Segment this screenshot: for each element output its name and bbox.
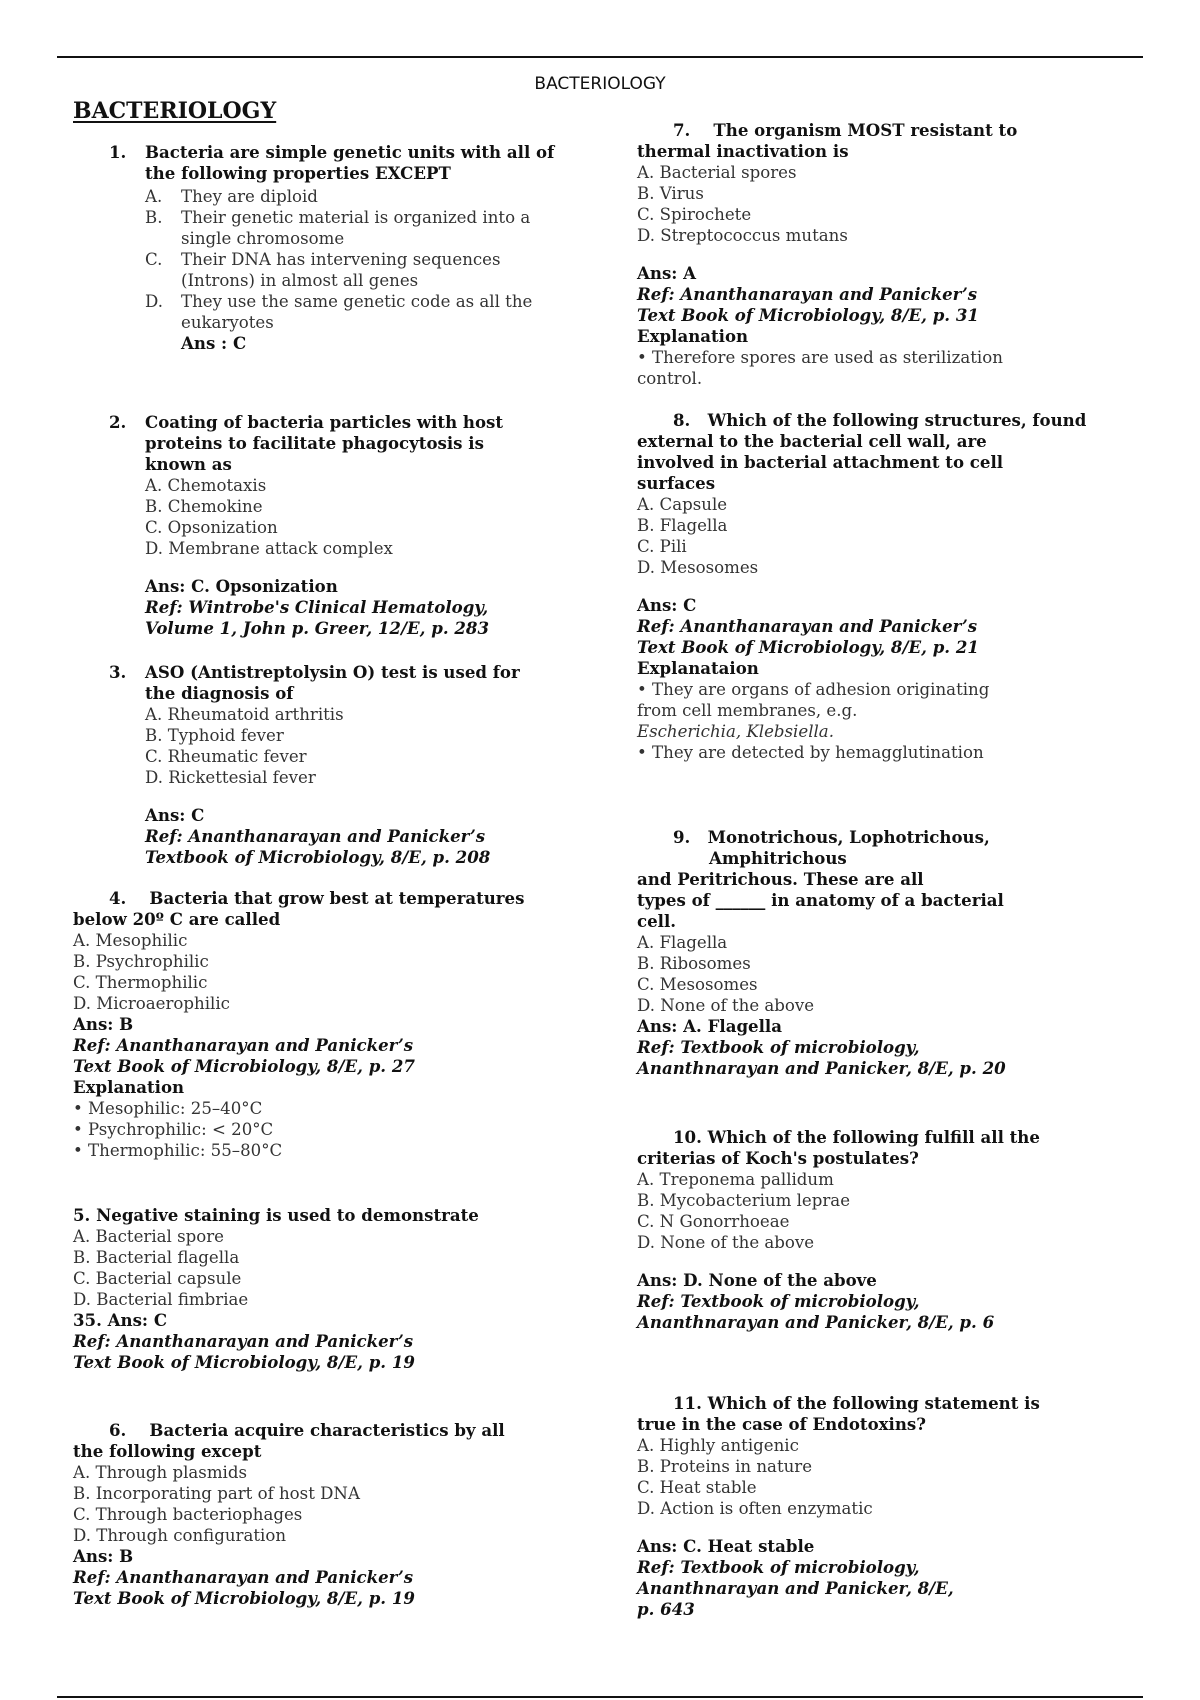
answer: 35. Ans: C (73, 1310, 168, 1330)
option: C. Pili (637, 537, 687, 556)
question-stem: true in the case of Endotoxins? (637, 1414, 926, 1434)
question-5 (73, 1205, 573, 1373)
reference: Ref: Ananthanarayan and Panicker’s (637, 616, 978, 636)
reference: Ref: Textbook of microbiology, (637, 1557, 920, 1577)
option: A. Flagella (637, 933, 728, 952)
option: D. Mesosomes (637, 558, 759, 577)
option: B. Mycobacterium leprae (637, 1191, 851, 1210)
explanation-item: • Thermophilic: 55–80°C (73, 1141, 283, 1160)
option: C. N Gonorrhoeae (637, 1212, 790, 1231)
option: A. Capsule (637, 495, 728, 514)
option: B. Proteins in nature (637, 1457, 813, 1476)
question-3 (73, 662, 573, 868)
explanation-item: • Mesophilic: 25–40°C (73, 1099, 263, 1118)
reference: Volume 1, John p. Greer, 12/E, p. 283 (145, 618, 490, 638)
option: A. Chemotaxis (145, 476, 267, 495)
reference: Ref: Textbook of microbiology, (637, 1037, 920, 1057)
answer: Ans: A. Flagella (637, 1016, 782, 1036)
option: C. Mesosomes (637, 975, 758, 994)
answer: Ans: B (73, 1546, 134, 1566)
question-10 (637, 1127, 1137, 1333)
option: A. Treponema pallidum (637, 1170, 834, 1189)
reference: Ref: Ananthanarayan and Panicker’s (73, 1331, 414, 1351)
reference: Ref: Textbook of microbiology, (637, 1291, 920, 1311)
reference: Ref: Ananthanarayan and Panicker’s (637, 284, 978, 304)
question-stem: 8. Which of the following structures, found (673, 410, 1087, 430)
option: D. They use the same genetic code as all the eukaryotes (145, 292, 533, 332)
question-9 (637, 827, 1137, 1079)
reference: Ananthnarayan and Panicker, 8/E, (637, 1578, 954, 1598)
question-stem: 7. The organism MOST resistant to (673, 120, 1018, 140)
question-stem: 10. Which of the following fulfill all the (673, 1127, 1040, 1147)
question-number: 2. (109, 412, 127, 432)
reference: Ref: Ananthanarayan and Panicker’s (73, 1035, 414, 1055)
explanation-item: control. (637, 369, 703, 388)
explanation-item: • They are organs of adhesion originating (637, 680, 990, 699)
explanation-item: • They are detected by hemagglutination (637, 743, 984, 762)
question-number: 3. (109, 662, 127, 682)
option: B. Psychrophilic (73, 952, 209, 971)
answer: Ans : C (181, 333, 247, 353)
reference: Ananthnarayan and Panicker, 8/E, p. 20 (637, 1058, 1006, 1078)
option: A. Bacterial spores (637, 163, 797, 182)
question-stem: Coating of bacteria particles with host proteins to facilitate phagocytosis is known as (145, 412, 504, 474)
answer: Ans: C (637, 595, 697, 615)
reference: Text Book of Microbiology, 8/E, p. 19 (73, 1588, 415, 1608)
explanation-item: • Psychrophilic: < 20°C (73, 1120, 274, 1139)
question-7 (637, 120, 1137, 389)
option: C. Their DNA has intervening sequences (Introns) in almost all genes (145, 250, 501, 290)
reference: Ref: Ananthanarayan and Panicker’s (145, 826, 486, 846)
question-4 (73, 888, 573, 1161)
option: B. Chemokine (145, 497, 263, 516)
answer: Ans: D. None of the above (637, 1270, 877, 1290)
reference: Textbook of Microbiology, 8/E, p. 208 (145, 847, 491, 867)
explanation-label: Explanation (637, 326, 749, 346)
option: C. Rheumatic fever (145, 747, 307, 766)
question-stem: types of ______ in anatomy of a bacterial (637, 890, 1004, 910)
option: C. Spirochete (637, 205, 752, 224)
option: C. Bacterial capsule (73, 1269, 242, 1288)
option: C. Heat stable (637, 1478, 757, 1497)
option: C. Through bacteriophages (73, 1505, 303, 1524)
option: B. Bacterial flagella (73, 1248, 240, 1267)
option: D. Bacterial fimbriae (73, 1290, 249, 1309)
reference: Ref: Wintrobe's Clinical Hematology, (145, 597, 489, 617)
question-stem: Amphitrichous (709, 848, 847, 868)
option: D. Membrane attack complex (145, 539, 393, 558)
option: A. Mesophilic (73, 931, 188, 950)
option: D. Rickettesial fever (145, 768, 316, 787)
option: A. Rheumatoid arthritis (145, 705, 344, 724)
question-stem: surfaces (637, 473, 716, 493)
question-stem: external to the bacterial cell wall, are (637, 431, 987, 451)
page-header: BACTERIOLOGY (534, 74, 666, 94)
option: D. Microaerophilic (73, 994, 230, 1013)
question-stem: the following except (73, 1441, 262, 1461)
option: A. Highly antigenic (637, 1436, 799, 1455)
reference: Text Book of Microbiology, 8/E, p. 27 (73, 1056, 415, 1076)
option: D. Through configuration (73, 1526, 287, 1545)
question-stem: ASO (Antistreptolysin O) test is used for the diagnosis of (145, 662, 520, 703)
question-stem: and Peritrichous. These are all (637, 869, 924, 889)
explanation-label: Explanation (73, 1077, 185, 1097)
answer: Ans: C. Heat stable (637, 1536, 815, 1556)
question-11 (637, 1393, 1137, 1620)
question-stem: cell. (637, 911, 677, 931)
document-title: BACTERIOLOGY (73, 98, 277, 124)
question-stem: 11. Which of the following statement is (673, 1393, 1040, 1413)
question-6 (73, 1420, 573, 1609)
question-stem: criterias of Koch's postulates? (637, 1148, 919, 1168)
answer: Ans: C (145, 805, 205, 825)
explanation-item: Escherichia, Klebsiella. (637, 722, 834, 741)
explanation-label: Explanataion (637, 658, 759, 678)
header-rule (57, 56, 1143, 58)
explanation-item: • Therefore spores are used as sterilization (637, 348, 1003, 367)
option: B. Ribosomes (637, 954, 751, 973)
question-1 (73, 142, 573, 354)
option: C. Opsonization (145, 518, 278, 537)
question-stem: below 20º C are called (73, 909, 281, 929)
option: C. Thermophilic (73, 973, 208, 992)
question-number: 1. (109, 142, 127, 162)
option: A. Through plasmids (73, 1463, 247, 1482)
question-stem: 9. Monotrichous, Lophotrichous, (673, 827, 990, 847)
question-8 (637, 410, 1137, 763)
reference: Text Book of Microbiology, 8/E, p. 21 (637, 637, 979, 657)
option: B. Virus (637, 184, 704, 203)
question-2 (73, 412, 573, 639)
reference: p. 643 (637, 1599, 695, 1619)
question-stem: Bacteria are simple genetic units with all of the following properties EXCEPT (145, 142, 555, 183)
reference: Ref: Ananthanarayan and Panicker’s (73, 1567, 414, 1587)
reference: Text Book of Microbiology, 8/E, p. 31 (637, 305, 979, 325)
answer: Ans: B (73, 1014, 134, 1034)
option: A. They are diploid (145, 187, 318, 206)
question-stem: 5. Negative staining is used to demonstrate (73, 1205, 479, 1225)
option: D. Action is often enzymatic (637, 1499, 873, 1518)
option: B. Incorporating part of host DNA (73, 1484, 360, 1503)
option: D. None of the above (637, 1233, 815, 1252)
answer: Ans: C. Opsonization (145, 576, 338, 596)
option: B. Their genetic material is organized into a single chromosome (145, 208, 531, 248)
footer-rule (57, 1696, 1143, 1698)
reference: Text Book of Microbiology, 8/E, p. 19 (73, 1352, 415, 1372)
option: D. None of the above (637, 996, 815, 1015)
question-stem: involved in bacterial attachment to cell (637, 452, 1004, 472)
option: A. Bacterial spore (73, 1227, 224, 1246)
explanation-item: from cell membranes, e.g. (637, 701, 858, 720)
question-stem: 6. Bacteria acquire characteristics by all (109, 1420, 505, 1440)
option: D. Streptococcus mutans (637, 226, 848, 245)
reference: Ananthnarayan and Panicker, 8/E, p. 6 (637, 1312, 995, 1332)
option: B. Flagella (637, 516, 728, 535)
question-stem: thermal inactivation is (637, 141, 849, 161)
question-stem: 4. Bacteria that grow best at temperatures (109, 888, 525, 908)
option: B. Typhoid fever (145, 726, 284, 745)
answer: Ans: A (637, 263, 697, 283)
